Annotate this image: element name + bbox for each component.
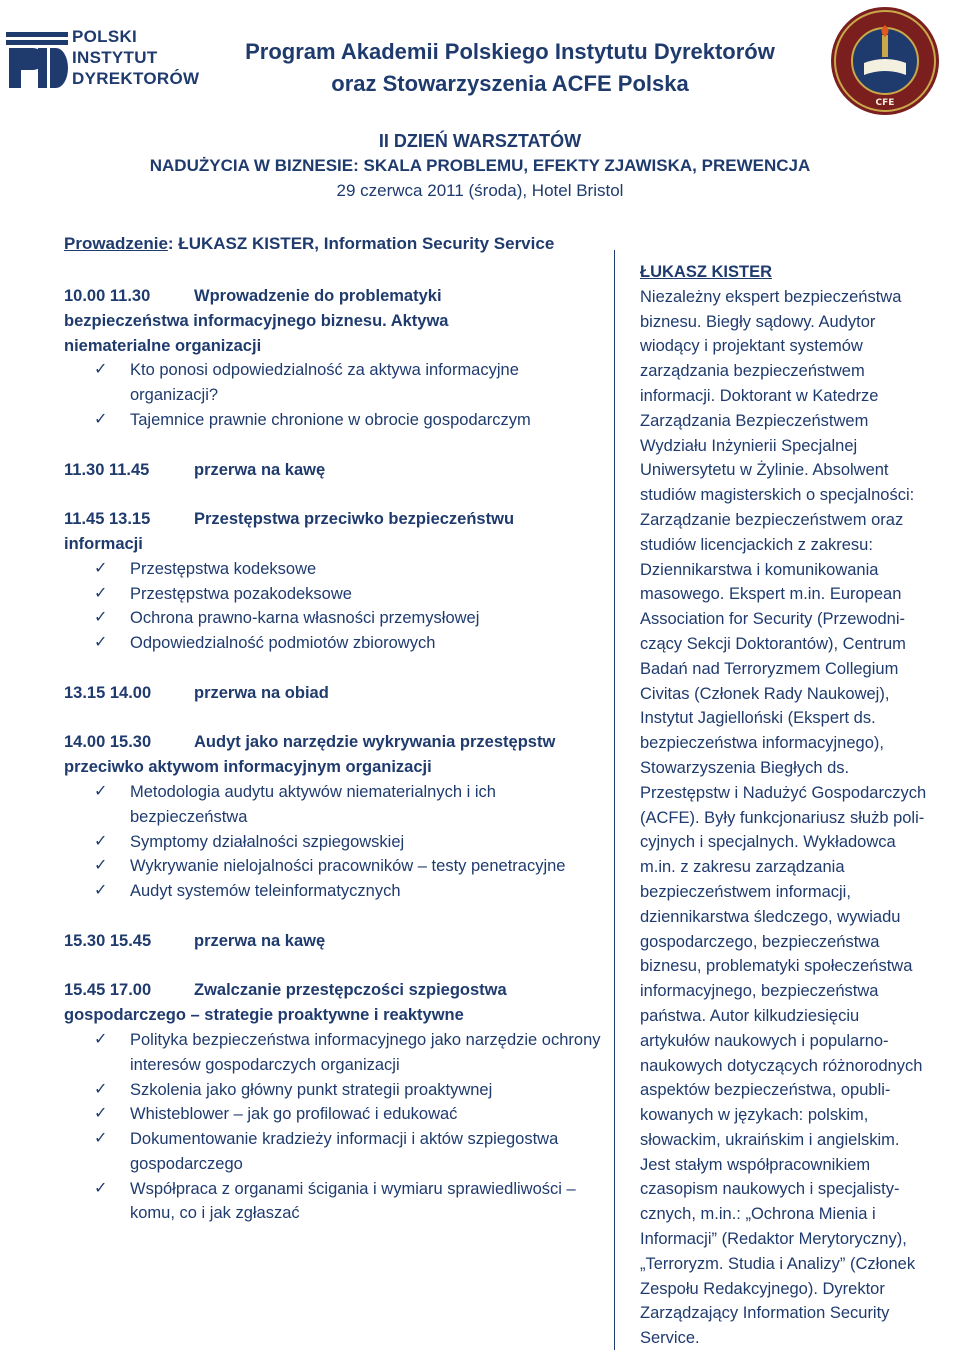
bio-line: dziennikarstwa śledczego, wywiadu <box>640 907 901 926</box>
bio-line: gospodarczego, bezpieczeństwa <box>640 932 880 951</box>
agenda-item: ✓ Audyt systemów teleinformatycznych <box>64 879 604 904</box>
day-header <box>0 128 960 204</box>
bio-line: Zarządzania Bezpieczeństwem <box>640 411 869 430</box>
agenda-item: ✓ Kto ponosi odpowiedzialność za aktywa informacyjne organizacji? <box>64 358 604 408</box>
bio-line: (ACFE). Były funkcjonariusz służb poli- <box>640 808 925 827</box>
bio-line: Przestępstw i Nadużyć Gospodarczych <box>640 783 927 802</box>
logo-line-2: INSTYTUT <box>72 48 158 67</box>
bio-line: kowanych w językach: polskim, <box>640 1106 869 1125</box>
bio-line: Instytut Jagielloński (Ekspert ds. <box>640 709 876 728</box>
day-date: 29 czerwca 2011 (środa), Hotel Bristol <box>336 181 624 200</box>
bio-line: Dziennikarstwa i komunikowania <box>640 560 879 579</box>
session-title: niematerialne organizacji <box>64 336 262 355</box>
bio-line: Uniwersytetu w Żylinie. Absolwent <box>640 461 889 480</box>
agenda-item: ✓ Szkolenia jako główny punkt strategii proaktywnej <box>64 1078 604 1103</box>
session-3 <box>64 507 604 656</box>
session-title: przeciwko aktywom informacyjnym organizacji <box>64 758 432 777</box>
bio-line: biznesu, problematyki społeczeństwa <box>640 957 913 976</box>
session-2 <box>64 458 604 483</box>
day-subtitle: NADUŻYCIA W BIZNESIE: SKALA PROBLEMU, EFEKTY ZJAWISKA, PREWENCJA <box>149 156 811 175</box>
session-title: Zwalczanie przestępczości szpiegostwa <box>194 981 507 1000</box>
acfe-seal-icon <box>826 5 944 117</box>
session-title: przerwa na kawę <box>194 460 326 479</box>
bio-line: Civitas (Członek Rady Naukowej), <box>640 684 890 703</box>
session-1 <box>64 284 604 433</box>
agenda <box>64 284 604 1226</box>
bio-line: Zarządzający Information Security <box>640 1304 890 1323</box>
agenda-item: ✓ Współpraca z organami ścigania i wymiaru sprawiedliwości – komu, co i jak zgłaszać <box>64 1177 604 1227</box>
bio-line: studiów magisterskich o specjalności: <box>640 486 915 505</box>
agenda-item: ✓ Tajemnice prawnie chronione w obrocie gospodarczym <box>64 408 604 433</box>
bio-line: studiów licencjackich z zakresu: <box>640 535 873 554</box>
session-title: Wprowadzenie do problematyki <box>194 287 442 305</box>
session-4 <box>64 681 604 706</box>
session-time: 10.00 11.30 <box>64 287 151 305</box>
bio-line: Association for Security (Przewodni- <box>640 610 906 629</box>
session-time: 11.45 13.15 <box>64 510 151 529</box>
session-title: przerwa na kawę <box>194 931 326 950</box>
bio-line: Niezależny ekspert bezpieczeństwa <box>640 287 902 306</box>
bio-line: Jest stałym współpracownikiem <box>640 1155 871 1174</box>
bio-line: państwa. Autor kilkudziesięciu <box>640 1006 860 1025</box>
bio-line: Informacji” (Redaktor Merytoryczny), <box>640 1230 907 1249</box>
bio-line: słowackim, ukraińskim i angielskim. <box>640 1130 900 1149</box>
agenda-item: ✓ Metodologia audytu aktywów niematerialnych i ich bezpieczeństwa <box>64 780 604 830</box>
day-title: II DZIEŃ WARSZTATÓW <box>378 131 582 151</box>
bio-line: bezpieczeństwa informacyjnego), <box>640 734 884 753</box>
session-time: 14.00 15.30 <box>64 733 152 752</box>
host-value: : ŁUKASZ KISTER, Information Security Service <box>167 234 555 253</box>
bio-line: Wydziału Inżynierii Specjalnej <box>640 436 858 455</box>
page-title-line-1: Program Akademii Polskiego Instytutu Dyrektorów <box>245 39 775 64</box>
bio-line: artykułów naukowych i popularno- <box>640 1031 889 1050</box>
bio-line: „Terroryzm. Studia i Analizy” (Członek <box>640 1254 916 1273</box>
bio-line: Zespołu Redakcyjnego). Dyrektor <box>640 1279 885 1298</box>
session-time: 15.30 15.45 <box>64 931 152 950</box>
pid-logo-mark-icon <box>6 30 68 90</box>
bio-line: wiodący i projektant systemów <box>640 337 863 356</box>
agenda-item: ✓ Whisteblower – jak go profilować i edukować <box>64 1102 604 1127</box>
bio-line: czasopism naukowych i specjalisty- <box>640 1180 900 1199</box>
speaker-bio <box>640 260 960 1351</box>
seal-cfe-text: CFE <box>875 98 895 108</box>
host-line <box>64 234 554 254</box>
logo-line-1: POLSKI <box>72 27 138 46</box>
agenda-item: ✓ Ochrona prawno-karna własności przemysłowej <box>64 606 604 631</box>
session-time: 11.30 11.45 <box>64 460 150 479</box>
bio-line: biznesu. Biegły sądowy. Audytor <box>640 312 876 331</box>
session-time: 13.15 14.00 <box>64 683 152 702</box>
agenda-item: ✓ Odpowiedzialność podmiotów zbiorowych <box>64 631 604 656</box>
session-5 <box>64 730 604 904</box>
bio-line: cznych, m.in.: „Ochrona Mienia i <box>640 1205 876 1224</box>
host-label: Prowadzenie <box>64 234 168 253</box>
bio-line: czący Sekcji Doktorantów), Centrum <box>640 634 906 653</box>
session-title: gospodarczego – strategie proaktywne i reaktywne <box>64 1006 464 1025</box>
bio-line: Service. <box>640 1329 700 1348</box>
pid-logo <box>6 26 206 96</box>
session-title: Przestępstwa przeciwko bezpieczeństwu <box>194 510 515 529</box>
agenda-item: ✓ Przestępstwa pozakodeksowe <box>64 582 604 607</box>
bio-line: naukowych dotyczących różnorodnych <box>640 1056 923 1075</box>
speaker-name: ŁUKASZ KISTER <box>640 263 772 281</box>
agenda-item: ✓ Symptomy działalności szpiegowskiej <box>64 830 604 855</box>
session-6 <box>64 929 604 954</box>
bio-line: cyjnych i specjalnych. Wykładowca <box>640 833 896 852</box>
agenda-item: ✓ Dokumentowanie kradzieży informacji i aktów szpiegostwa gospodarczego <box>64 1127 604 1177</box>
bio-line: zarządzania bezpieczeństwem <box>640 362 865 381</box>
session-title: bezpieczeństwa informacyjnego biznesu. Aktywa <box>64 311 449 330</box>
agenda-item: ✓ Polityka bezpieczeństwa informacyjnego jako narzędzie ochrony interesów gospodarczych organizacji <box>64 1028 604 1078</box>
bio-line: aspektów bezpieczeństwa, opubli- <box>640 1081 891 1100</box>
agenda-item: ✓ Wykrywanie nielojalności pracowników – testy penetracyjne <box>64 854 604 879</box>
bio-line: bezpieczeństwem informacji, <box>640 882 851 901</box>
session-title: informacji <box>64 534 143 553</box>
bio-line: Badań nad Terroryzmem Collegium <box>640 659 899 678</box>
column-divider <box>614 250 615 1350</box>
page-title <box>210 36 810 100</box>
agenda-item: ✓ Przestępstwa kodeksowe <box>64 557 604 582</box>
session-title: Audyt jako narzędzie wykrywania przestępstw <box>194 733 556 752</box>
bio-line: masowego. Ekspert m.in. European <box>640 585 902 604</box>
session-7 <box>64 978 604 1226</box>
bio-line: informacji. Doktorant w Katedrze <box>640 386 879 405</box>
bio-line: Stowarzyszenia Biegłych ds. <box>640 758 850 777</box>
bio-line: m.in. z zakresu zarządzania <box>640 858 845 877</box>
session-title: przerwa na obiad <box>194 683 329 702</box>
logo-line-3: DYREKTORÓW <box>72 69 200 88</box>
page-title-line-2: oraz Stowarzyszenia ACFE Polska <box>331 71 689 96</box>
bio-line: informacyjnego, bezpieczeństwa <box>640 982 879 1001</box>
bio-line: Zarządzanie bezpieczeństwem oraz <box>640 510 904 529</box>
session-time: 15.45 17.00 <box>64 981 152 1000</box>
